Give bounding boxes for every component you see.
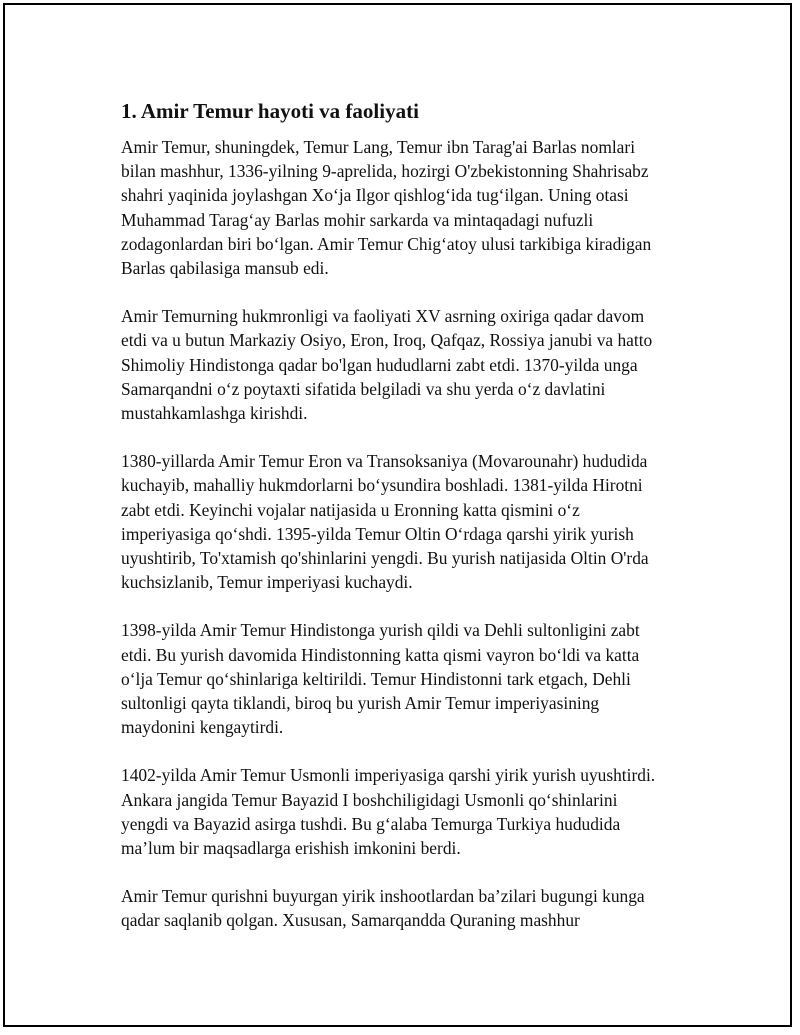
text-line: zabt etdi. Keyinchi vojalar natijasida u Eronning katta qismini o‘z (121, 499, 580, 520)
text-line: Barlas qabilasiga mansub edi. (121, 258, 329, 279)
text-line: Amir Temur, shuningdek, Temur Lang, Temur ibn Tarag'ai Barlas nomlari (121, 137, 636, 157)
text-line: uyushtirib, To'xtamish qo'shinlarini yengdi. Bu yurish natijasida Oltin O'rda (121, 548, 649, 569)
text-line: ma’lum bir maqsadlarga erishish imkonini berdi. (121, 838, 461, 859)
paragraph (121, 618, 721, 739)
paragraph-list (121, 135, 721, 933)
text-line: maydonini kengaytirdi. (121, 717, 284, 738)
text-line: yengdi va Bayazid asirga tushdi. Bu g‘alaba Temurga Turkiya hududida (121, 813, 621, 834)
text-line: shahri yaqinida joylashgan Xo‘ja Ilgor qishlog‘ida tug‘ilgan. Uning otasi (121, 185, 629, 206)
page-frame (3, 3, 792, 1027)
text-line: Amir Temur qurishni buyurgan yirik inshootlardan ba’zilari bugungi kunga (121, 886, 645, 907)
text-line: Ankara jangida Temur Bayazid I boshchiligidagi Usmonli qo‘shinlarini (121, 789, 618, 810)
text-line: qadar saqlanib qolgan. Xususan, Samarqandda Quraning mashhur (121, 910, 580, 931)
text-line: Samarqandni o‘z poytaxti sifatida belgiladi va shu yerda o‘z davlatini (121, 378, 606, 399)
text-line: o‘lja Temur qo‘shinlariga keltirildi. Temur Hindistonni tark etgach, Dehli (121, 668, 631, 689)
text-line: sultonligi qayta tiklandi, biroq bu yurish Amir Temur imperiyasining (121, 693, 600, 714)
text-line: bilan mashhur, 1336-yilning 9-aprelida, hozirgi O'zbekistonning Shahrisabz (121, 161, 649, 182)
text-line: 1402-yilda Amir Temur Usmonli imperiyasiga qarshi yirik yurish uyushtirdi. (121, 765, 656, 786)
text-line: etdi va u butun Markaziy Osiyo, Eron, Iroq, Qafqaz, Rossiya janubi va hatto (121, 330, 653, 351)
text-line: mustahkamlashga kirishdi. (121, 403, 308, 424)
text-line: 1398-yilda Amir Temur Hindistonga yurish qildi va Dehli sultonligini zabt (121, 620, 640, 641)
text-line: Shimoliy Hindistonga qadar bo'lgan hududlarni zabt etdi. 1370-yilda unga (121, 354, 638, 375)
paragraph (121, 449, 721, 594)
text-line: kuchsizlanib, Temur imperiyasi kuchaydi. (121, 572, 413, 593)
section-heading: 1. Amir Temur hayoti va faoliyati (121, 99, 419, 123)
text-line: Muhammad Tarag‘ay Barlas mohir sarkarda va mintaqadagi nufuzli (121, 209, 594, 230)
paragraph (121, 135, 721, 280)
text-line: kuchayib, mahalliy hukmdorlarni bo‘ysundira boshladi. 1381-yilda Hirotni (121, 475, 643, 496)
text-line: imperiyasiga qo‘shdi. 1395-yilda Temur Oltin O‘rdaga qarshi yirik yurish (121, 523, 634, 544)
document-body (121, 97, 721, 957)
paragraph (121, 884, 721, 932)
paragraph (121, 304, 721, 425)
text-line: 1380-yillarda Amir Temur Eron va Transoksaniya (Movarounahr) hududida (121, 451, 648, 472)
paragraph (121, 763, 721, 860)
text-line: etdi. Bu yurish davomida Hindistonning katta qismi vayron bo‘ldi va katta (121, 644, 640, 665)
text-line: Amir Temurning hukmronligi va faoliyati XV asrning oxiriga qadar davom (121, 306, 645, 327)
text-line: zodagonlardan biri bo‘lgan. Amir Temur Chig‘atoy ulusi tarkibiga kiradigan (121, 233, 652, 254)
